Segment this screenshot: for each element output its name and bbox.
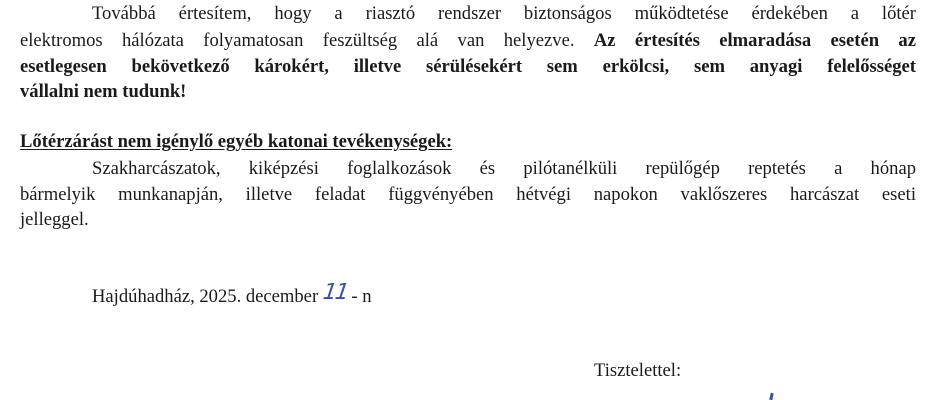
closing-text: Tisztelettel: [594,360,682,381]
paragraph1-line1 [92,2,916,26]
paragraph1-line3-text: esetlegesen bekövetkező károkért, illetve sérülésekért sem erkölcsi, sem anyagi felelősséget [20,56,916,77]
handwritten-day: 11 [321,280,349,305]
date-prefix: Hajdúhadház, 2025. december [92,286,323,307]
paragraph2-line2-text: bármelyik munkanapján, illetve feladat függvényében hétvégi napokon vaklőszeres harcászat eseti [20,184,916,205]
paragraph2-line1-text: Szakharcászatok, kiképzési foglalkozások és pilótanélküli repülőgép reptetés a hónap [92,158,916,179]
paragraph2-line1 [92,157,916,181]
paragraph1-line3 [20,55,916,79]
date-suffix: - n [346,286,372,307]
paragraph1-line2-bold-text: Az értesítés elmaradása esetén az [593,30,916,51]
paragraph1-line1-text: Továbbá értesítem, hogy a riasztó rendszer biztonságos működtetése érdekében a lőtér [92,3,916,24]
closing-salutation [594,359,681,383]
section-heading-text: Lőtérzárást nem igénylő egyéb katonai tevékenységek: [20,131,453,152]
signature-stroke-mark [769,393,773,400]
date-line [92,280,372,309]
paragraph1-line4-text: vállalni nem tudunk! [20,81,187,102]
paragraph1-line2 [20,29,916,53]
paragraph2-line2 [20,183,916,207]
section-heading [20,130,452,154]
paragraph1-line2-normal-text: elektromos hálózata folyamatosan feszültség alá van helyezve. [20,30,594,51]
paragraph2-line3 [20,208,89,232]
paragraph2-line3-text: jelleggel. [20,209,89,230]
paragraph1-line4 [20,80,186,104]
